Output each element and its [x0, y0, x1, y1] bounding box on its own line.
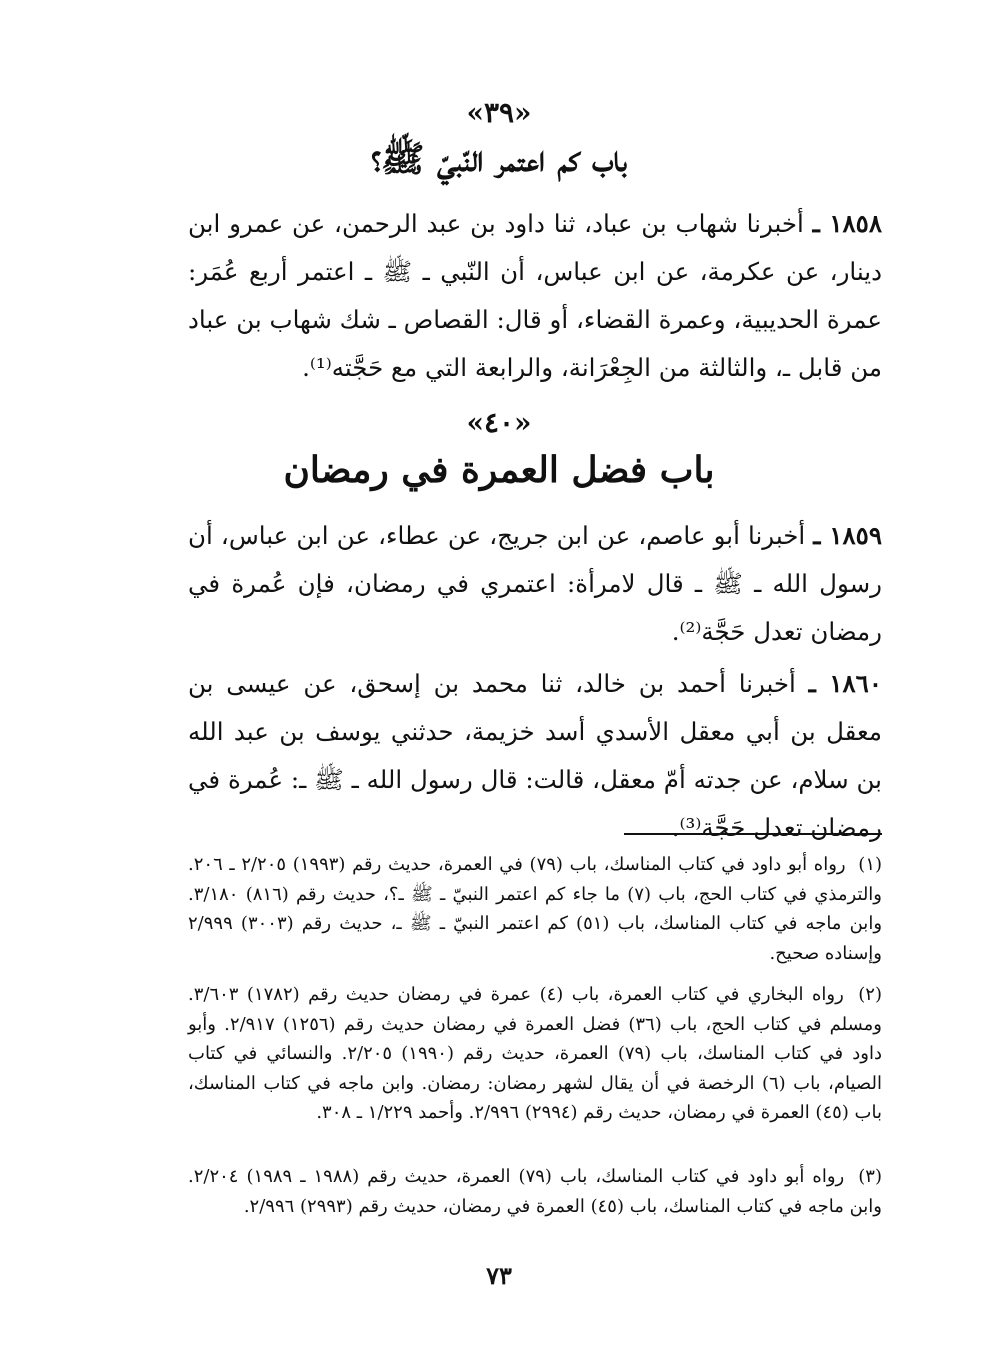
hadith-paragraph	[188, 200, 882, 392]
footnote-text: رواه أبو داود في كتاب المناسك، باب (٧٩) العمرة، حديث رقم (١٩٨٨ ـ ١٩٨٩) ٢/٢٠٤. وابن ماجه في كتاب المناسك، باب (٤٥) العمرة في رمضان، حديث رقم (٢٩٩٣) ٢/٩٩٦.	[188, 1166, 882, 1217]
section-title: باب كم اعتمر النّبيّ ﷺ؟	[371, 138, 627, 180]
hadith-number: ١٨٥٨ ـ	[812, 209, 882, 238]
footnote-mark: (١)	[858, 854, 883, 875]
footnote-mark: (٣)	[858, 1166, 882, 1187]
footnote	[188, 850, 882, 968]
hadith-number: ١٨٦٠ ـ	[808, 669, 882, 698]
footnote-text: رواه البخاري في كتاب العمرة، باب (٤) عمرة في رمضان حديث رقم (١٧٨٢) ٣/٦٠٣. ومسلم في كتاب الحج، باب (٣٦) فضل العمرة في رمضان حديث رقم (١٢٥٦) ٢/٩١٧. وأبو داود في كتاب المناسك، باب (٧٩) العمرة، حديث رقم (١٩٩٠) ٢/٢٠٥. والنسائي في كتاب الصيام، باب (٦) الرخصة في أن يقال لشهر رمضان: رمضان. وابن ماجه في كتاب المناسك، باب (٤٥) العمرة في رمضان، حديث رقم (٢٩٩٤) ٢/٩٩٦. وأحمد ١/٢٢٩ ـ ٣٠٨.	[188, 984, 883, 1123]
hadith-paragraph	[188, 512, 882, 656]
section-number: «٤٠»	[466, 406, 532, 439]
hadith-number: ١٨٥٩ ـ	[813, 521, 882, 550]
hadith-paragraph	[188, 660, 882, 852]
page-number: ٧٣	[486, 1261, 512, 1290]
footnote-mark: (٢)	[858, 984, 882, 1005]
footnote-separator	[624, 833, 882, 835]
hadith-text: أخبرنا أحمد بن خالد، ثنا محمد بن إسحق، عن عيسى بن معقل بن أبي معقل الأسدي أسد خزيمة، حدثني يوسف بن عبد الله بن سلام، عن جدته أمّ معقل، قالت: قال رسول الله ـ ﷺ ـ: عُمرة في رمضان تعدل حَجَّة⁽³⁾.	[188, 669, 882, 842]
section-title: باب فضل العمرة في رمضان	[283, 449, 715, 491]
footnote-text: رواه أبو داود في كتاب المناسك، باب (٧٩) في العمرة، حديث رقم (١٩٩٣) ٢/٢٠٥ ـ ٢٠٦. والترمذي في كتاب الحج، باب (٧) ما جاء كم اعتمر النبيّ ـ ﷺ ـ؟، حديث رقم (٨١٦) ٣/١٨٠. وابن ماجه في كتاب المناسك، باب (٥١) كم اعتمر النبيّ ـ ﷺ ـ، حديث رقم (٣٠٠٣) ٢/٩٩٩ وإسناده صحيح.	[188, 854, 883, 964]
footnote	[188, 1162, 882, 1221]
hadith-text: أخبرنا أبو عاصم، عن ابن جريج، عن عطاء، عن ابن عباس، أن رسول الله ـ ﷺ ـ قال لامرأة: اعتمري في رمضان، فإن عُمرة في رمضان تعدل حَجَّة⁽²⁾.	[188, 521, 882, 646]
footnote	[188, 980, 882, 1128]
hadith-text: أخبرنا شهاب بن عباد، ثنا داود بن عبد الرحمن، عن عمرو ابن دينار، عن عكرمة، عن ابن عباس، أن النّبي ـ ﷺ ـ اعتمر أربع عُمَر: عمرة الحديبية، وعمرة القضاء، أو قال: القصاص ـ شك شهاب بن عباد من قابل ـ، والثالثة من الجِعْرَانة، والرابعة التي مع حَجَّته⁽¹⁾.	[188, 209, 882, 382]
section-number: «٣٩»	[466, 96, 532, 129]
